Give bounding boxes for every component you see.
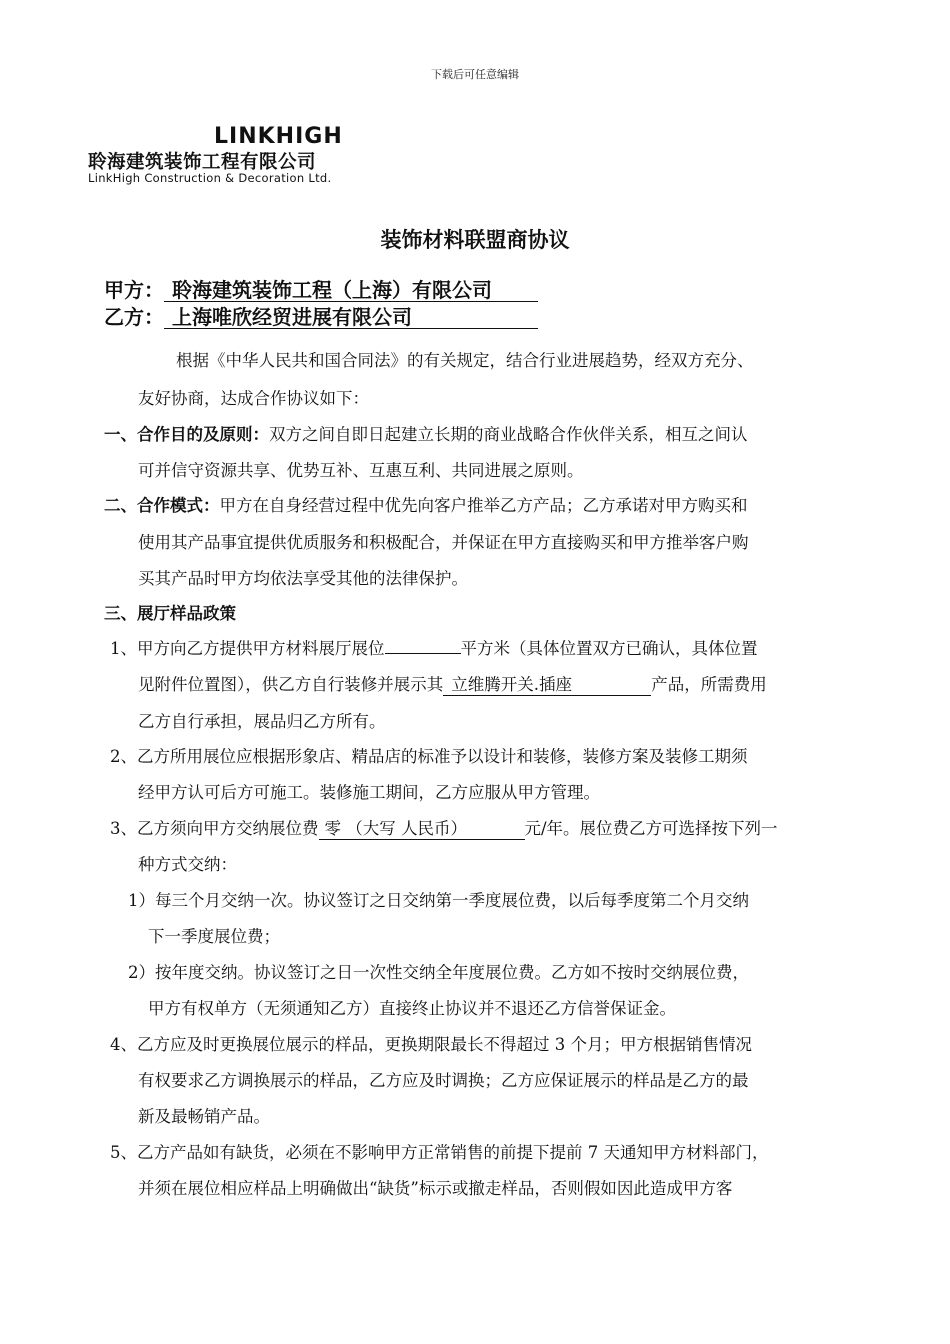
item-2-line-2: 经甲方认可后方可施工。装修施工期间，乙方应服从甲方管理。 [138, 783, 600, 802]
item-1-text-c: 见附件位置图），供乙方自行装修并展示其 [138, 675, 444, 694]
party-a-name: 聆海建筑装饰工程（上海）有限公司 [164, 279, 538, 302]
payment-option-2-line-1: 2）按年度交纳。协议签订之日一次性交纳全年度展位费。乙方如不按时交纳展位费， [128, 963, 749, 982]
party-a-label: 甲方： [104, 278, 164, 302]
header-note: 下载后可任意编辑 [431, 68, 519, 81]
item-3-text-b: 元/年。展位费乙方可选择按下列一 [524, 819, 778, 838]
payment-option-2-line-2: 甲方有权单方（无须通知乙方）直接终止协议并不退还乙方信誉保证金。 [148, 999, 676, 1018]
section-3-heading: 三、展厅样品政策 [104, 604, 236, 623]
party-b-label: 乙方： [104, 305, 164, 329]
section-1 [104, 423, 748, 447]
item-3-text-a: 3、乙方须向甲方交纳展位费 [110, 819, 319, 838]
logo-company-en: LinkHigh Construction & Decoration Ltd. [88, 171, 332, 185]
item-4-line-3: 新及最畅销产品。 [138, 1107, 270, 1126]
section-2 [104, 494, 748, 518]
item-4-line-2: 有权要求乙方调换展示的样品，乙方应及时调换；乙方应保证展示的样品是乙方的最 [138, 1071, 749, 1090]
payment-option-1-line-1: 1）每三个月交纳一次。协议签订之日交纳第一季度展位费，以后每季度第二个月交纳 [128, 891, 749, 910]
section-1-line-2: 可并信守资源共享、优势互补、互惠互利、共同进展之原则。 [138, 461, 584, 480]
item-2-line-1: 2、乙方所用展位应根据形象店、精品店的标准予以设计和装修，装修方案及装修工期须 [110, 747, 748, 766]
booth-fee-amount: 零 （大写 人民币） [319, 819, 525, 840]
section-2-line-2: 使用其产品事宜提供优质服务和积极配合，并保证在甲方直接购买和甲方推举客户购 [138, 533, 749, 552]
item-1-text-d: 产品，所需费用 [651, 675, 767, 694]
section-2-text: 甲方在自身经营过程中优先向客户推举乙方产品；乙方承诺对甲方购买和 [219, 496, 748, 515]
item-5-line-1: 5、乙方产品如有缺货，必须在不影响甲方正常销售的前提下提前 7 天通知甲方材料部门， [110, 1143, 769, 1162]
item-1-line-2 [138, 673, 767, 697]
item-4-line-1: 4、乙方应及时更换展位展示的样品，更换期限最长不得超过 3 个月；甲方根据销售情况 [110, 1035, 752, 1054]
section-2-line-3: 买其产品时甲方均依法享受其他的法律保护。 [138, 569, 468, 588]
item-1-product: 立维腾开关.插座 [443, 675, 651, 696]
party-b-name: 上海唯欣经贸进展有限公司 [164, 306, 538, 329]
document-title: 装饰材料联盟商协议 [380, 228, 570, 252]
item-1-text-b: 平方米（具体位置双方已确认，具体位置 [460, 639, 758, 658]
logo-company-cn: 聆海建筑装饰工程有限公司 [88, 152, 317, 173]
payment-option-1-line-2: 下一季度展位费； [148, 927, 280, 946]
section-1-text: 双方之间自即日起建立长期的商业战略合作伙伴关系，相互之间认 [269, 425, 748, 444]
company-logo [88, 122, 408, 184]
item-3-line-2: 种方式交纳： [138, 855, 237, 874]
item-3-line-1 [110, 817, 778, 841]
booth-area-blank [385, 653, 461, 654]
item-1-line-3: 乙方自行承担，展品归乙方所有。 [138, 712, 386, 731]
section-2-heading: 二、合作模式： [104, 496, 220, 515]
preamble-line-1: 根据《中华人民共和国合同法》的有关规定，结合行业进展趋势，经双方充分、 [176, 351, 754, 370]
item-1-text-a: 1、甲方向乙方提供甲方材料展厅展位 [110, 639, 385, 658]
preamble-line-2: 友好协商，达成合作协议如下： [138, 389, 369, 408]
item-1-line-1 [110, 637, 758, 661]
party-a [104, 274, 538, 303]
section-1-heading: 一、合作目的及原则： [104, 425, 269, 444]
item-5-line-2: 并须在展位相应样品上明确做出“缺货”标示或撤走样品，否则假如因此造成甲方客 [138, 1179, 733, 1198]
party-b [104, 301, 538, 330]
logo-brand-en: LINKHIGH [214, 124, 343, 149]
